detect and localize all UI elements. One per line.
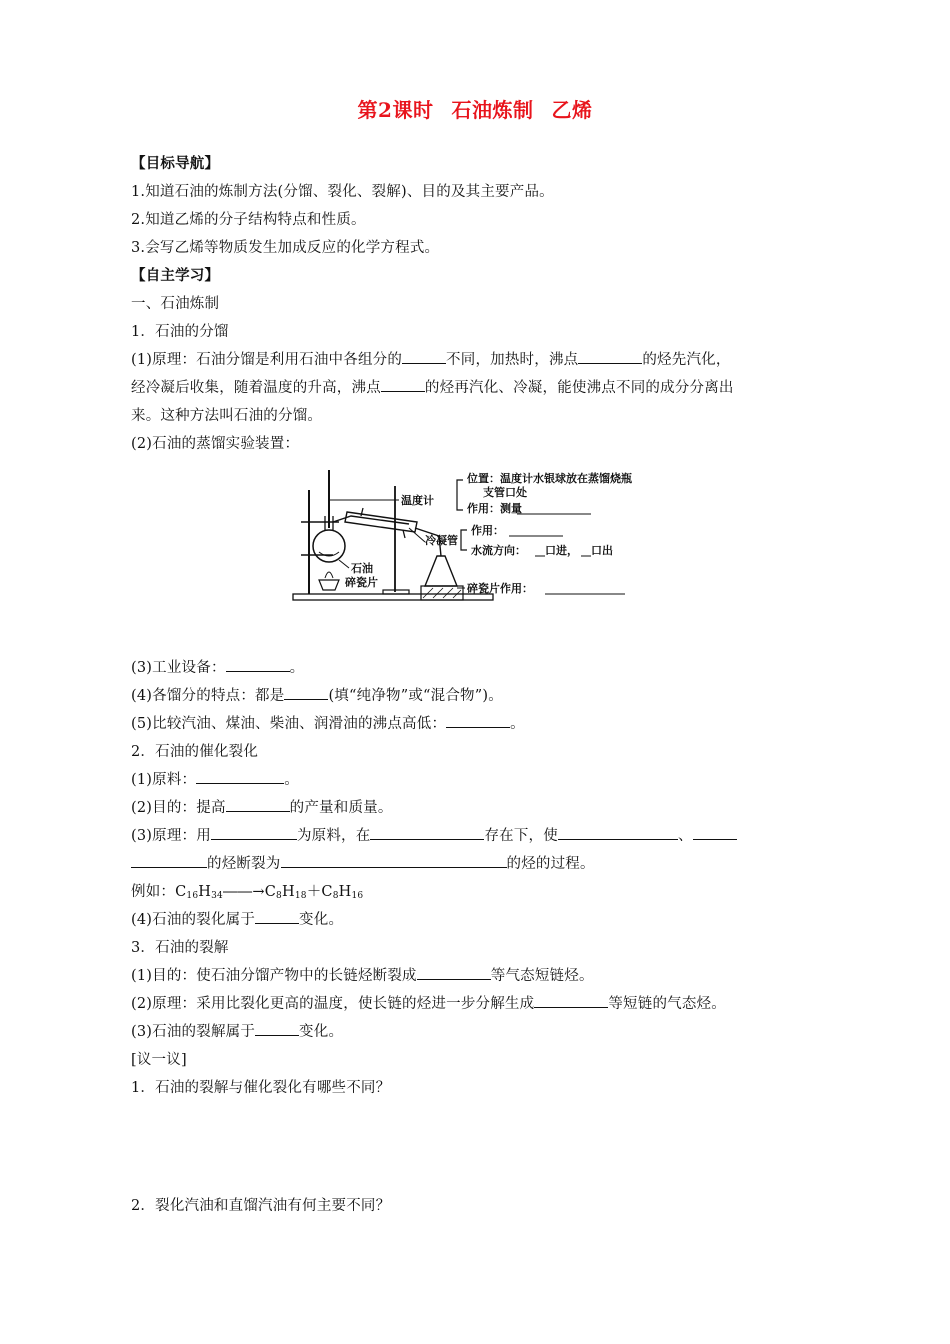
condenser-stand-base: [383, 590, 409, 594]
crack-example-equation: 例如：$C_{16}H_{34}――\to C_8H_{18}+C_8H_{16}$: [131, 884, 364, 901]
question-industrial-equipment: (3)工业设备： 。: [131, 654, 831, 682]
crack-raw-material: (1)原料： 。: [131, 766, 831, 794]
receiver-block: [421, 586, 463, 600]
title-topic-1: 石油炼制: [451, 98, 534, 122]
section-heading-refining: 一、石油炼制: [131, 296, 220, 312]
pyro-change-type: (3)石油的裂解属于 变化。: [131, 1018, 831, 1046]
blank-catalyst[interactable]: [370, 824, 484, 840]
title-lesson: 第2课时: [357, 98, 434, 122]
condenser-jacket: [345, 512, 417, 532]
blank-long-chain[interactable]: [558, 824, 678, 840]
page-title: [0, 94, 950, 123]
label-chips: 碎瓷片: [345, 576, 378, 589]
blank-mixture[interactable]: [284, 684, 328, 700]
oil-leader: [339, 560, 349, 568]
distillation-apparatus-diagram: [131, 458, 831, 654]
discuss-question-1: 1．石油的裂解与催化裂化有哪些不同？: [131, 1080, 391, 1096]
crack-change-type: (4)石油的裂化属于 变化。: [131, 906, 831, 934]
subsection-pyrolysis: 3．石油的裂解: [131, 940, 229, 956]
label-condenser-use: 作用：: [471, 524, 504, 537]
answer-space-1[interactable]: [131, 1102, 831, 1192]
question-boiling-compare: (5)比较汽油、煤油、柴油、润滑油的沸点高低： 。: [131, 710, 831, 738]
blank-gas-products[interactable]: [417, 964, 491, 980]
study-heading: 【自主学习】: [131, 267, 220, 284]
burner: [319, 580, 339, 590]
blank-high-boiling[interactable]: [381, 376, 425, 392]
subsection-distillation: 1．石油的分馏: [131, 324, 229, 340]
goals-heading: 【目标导航】: [131, 155, 220, 172]
distilling-flask: [313, 530, 345, 562]
blank-product[interactable]: [226, 796, 290, 812]
label-condenser: 冷凝管: [425, 534, 458, 547]
blank-boiling-point[interactable]: [402, 348, 446, 364]
thermometer-brace: [457, 480, 463, 510]
label-thermometer-use: 作用：测量: [467, 502, 522, 515]
blank-pyro-change[interactable]: [255, 1020, 299, 1036]
goal-item-3: 3.会写乙烯等物质发生加成反应的化学方程式。: [131, 240, 440, 256]
crack-principle-line-2: 的烃断裂为 的烃的过程。: [131, 850, 831, 878]
receiving-flask: [425, 556, 457, 586]
distill-principle-line-2: 经冷凝后收集，随着温度的升高，沸点 的烃再汽化、冷凝，能使沸点不同的成分分离出: [131, 374, 831, 402]
crack-purpose: (2)目的：提高 的产量和质量。: [131, 794, 831, 822]
blank-equipment[interactable]: [226, 656, 290, 672]
condenser-brace: [461, 530, 467, 550]
blank-low-boiling[interactable]: [578, 348, 642, 364]
worksheet-body: [131, 150, 831, 1220]
discuss-heading: [议一议]: [131, 1052, 187, 1068]
blank-raw[interactable]: [211, 824, 297, 840]
label-water-direction: 水流方向：: [471, 544, 526, 557]
label-thermometer: 温度计: [401, 494, 434, 507]
label-position: 位置：温度计水银球放在蒸馏烧瓶: [467, 472, 632, 485]
title-topic-2: 乙烯: [551, 98, 593, 122]
blank-short-gas[interactable]: [534, 992, 608, 1008]
distill-principle-line-3: 来。这种方法叫石油的分馏。: [131, 408, 323, 424]
apparatus-svg: [291, 460, 663, 610]
blank-crack-change[interactable]: [255, 908, 299, 924]
subsection-catalytic-cracking: 2．石油的催化裂化: [131, 744, 259, 760]
distill-principle-line-1: (1)原理：石油分馏是利用石油中各组分的 不同，加热时，沸点 的烃先汽化，: [131, 346, 831, 374]
blank-raw-material[interactable]: [196, 768, 284, 784]
side-arm: [333, 516, 409, 524]
crack-principle-line-1: (3)原理：用 为原料，在 存在下，使 、: [131, 822, 831, 850]
label-water-in: 口进，: [545, 544, 578, 557]
blank-boiling-order[interactable]: [446, 712, 510, 728]
flame: [325, 572, 333, 578]
blank-molecule-2[interactable]: [131, 852, 207, 868]
pyro-principle: (2)原理：采用比裂化更高的温度，使长链的烃进一步分解生成 等短链的气态烃。: [131, 990, 831, 1018]
label-oil: 石油: [351, 562, 373, 575]
label-position-2: 支管口处: [483, 486, 527, 499]
discuss-question-2: 2．裂化汽油和直馏汽油有何主要不同？: [131, 1198, 391, 1214]
pyro-purpose: (1)目的：使石油分馏产物中的长链烃断裂成 等气态短链烃。: [131, 962, 831, 990]
blank-molecule-1[interactable]: [693, 824, 737, 840]
question-fraction-nature: (4)各馏分的特点：都是 (填“纯净物”或“混合物”)。: [131, 682, 831, 710]
goal-item-2: 2.知道乙烯的分子结构特点和性质。: [131, 212, 366, 228]
distill-apparatus-label: (2)石油的蒸馏实验装置：: [131, 436, 300, 452]
goal-item-1: 1.知道石油的炼制方法(分馏、裂化、裂解)、目的及其主要产品。: [131, 184, 554, 200]
label-water-out: 口出: [591, 544, 613, 557]
label-chips-use: 碎瓷片作用：: [467, 582, 533, 595]
blank-short-chain[interactable]: [281, 852, 507, 868]
